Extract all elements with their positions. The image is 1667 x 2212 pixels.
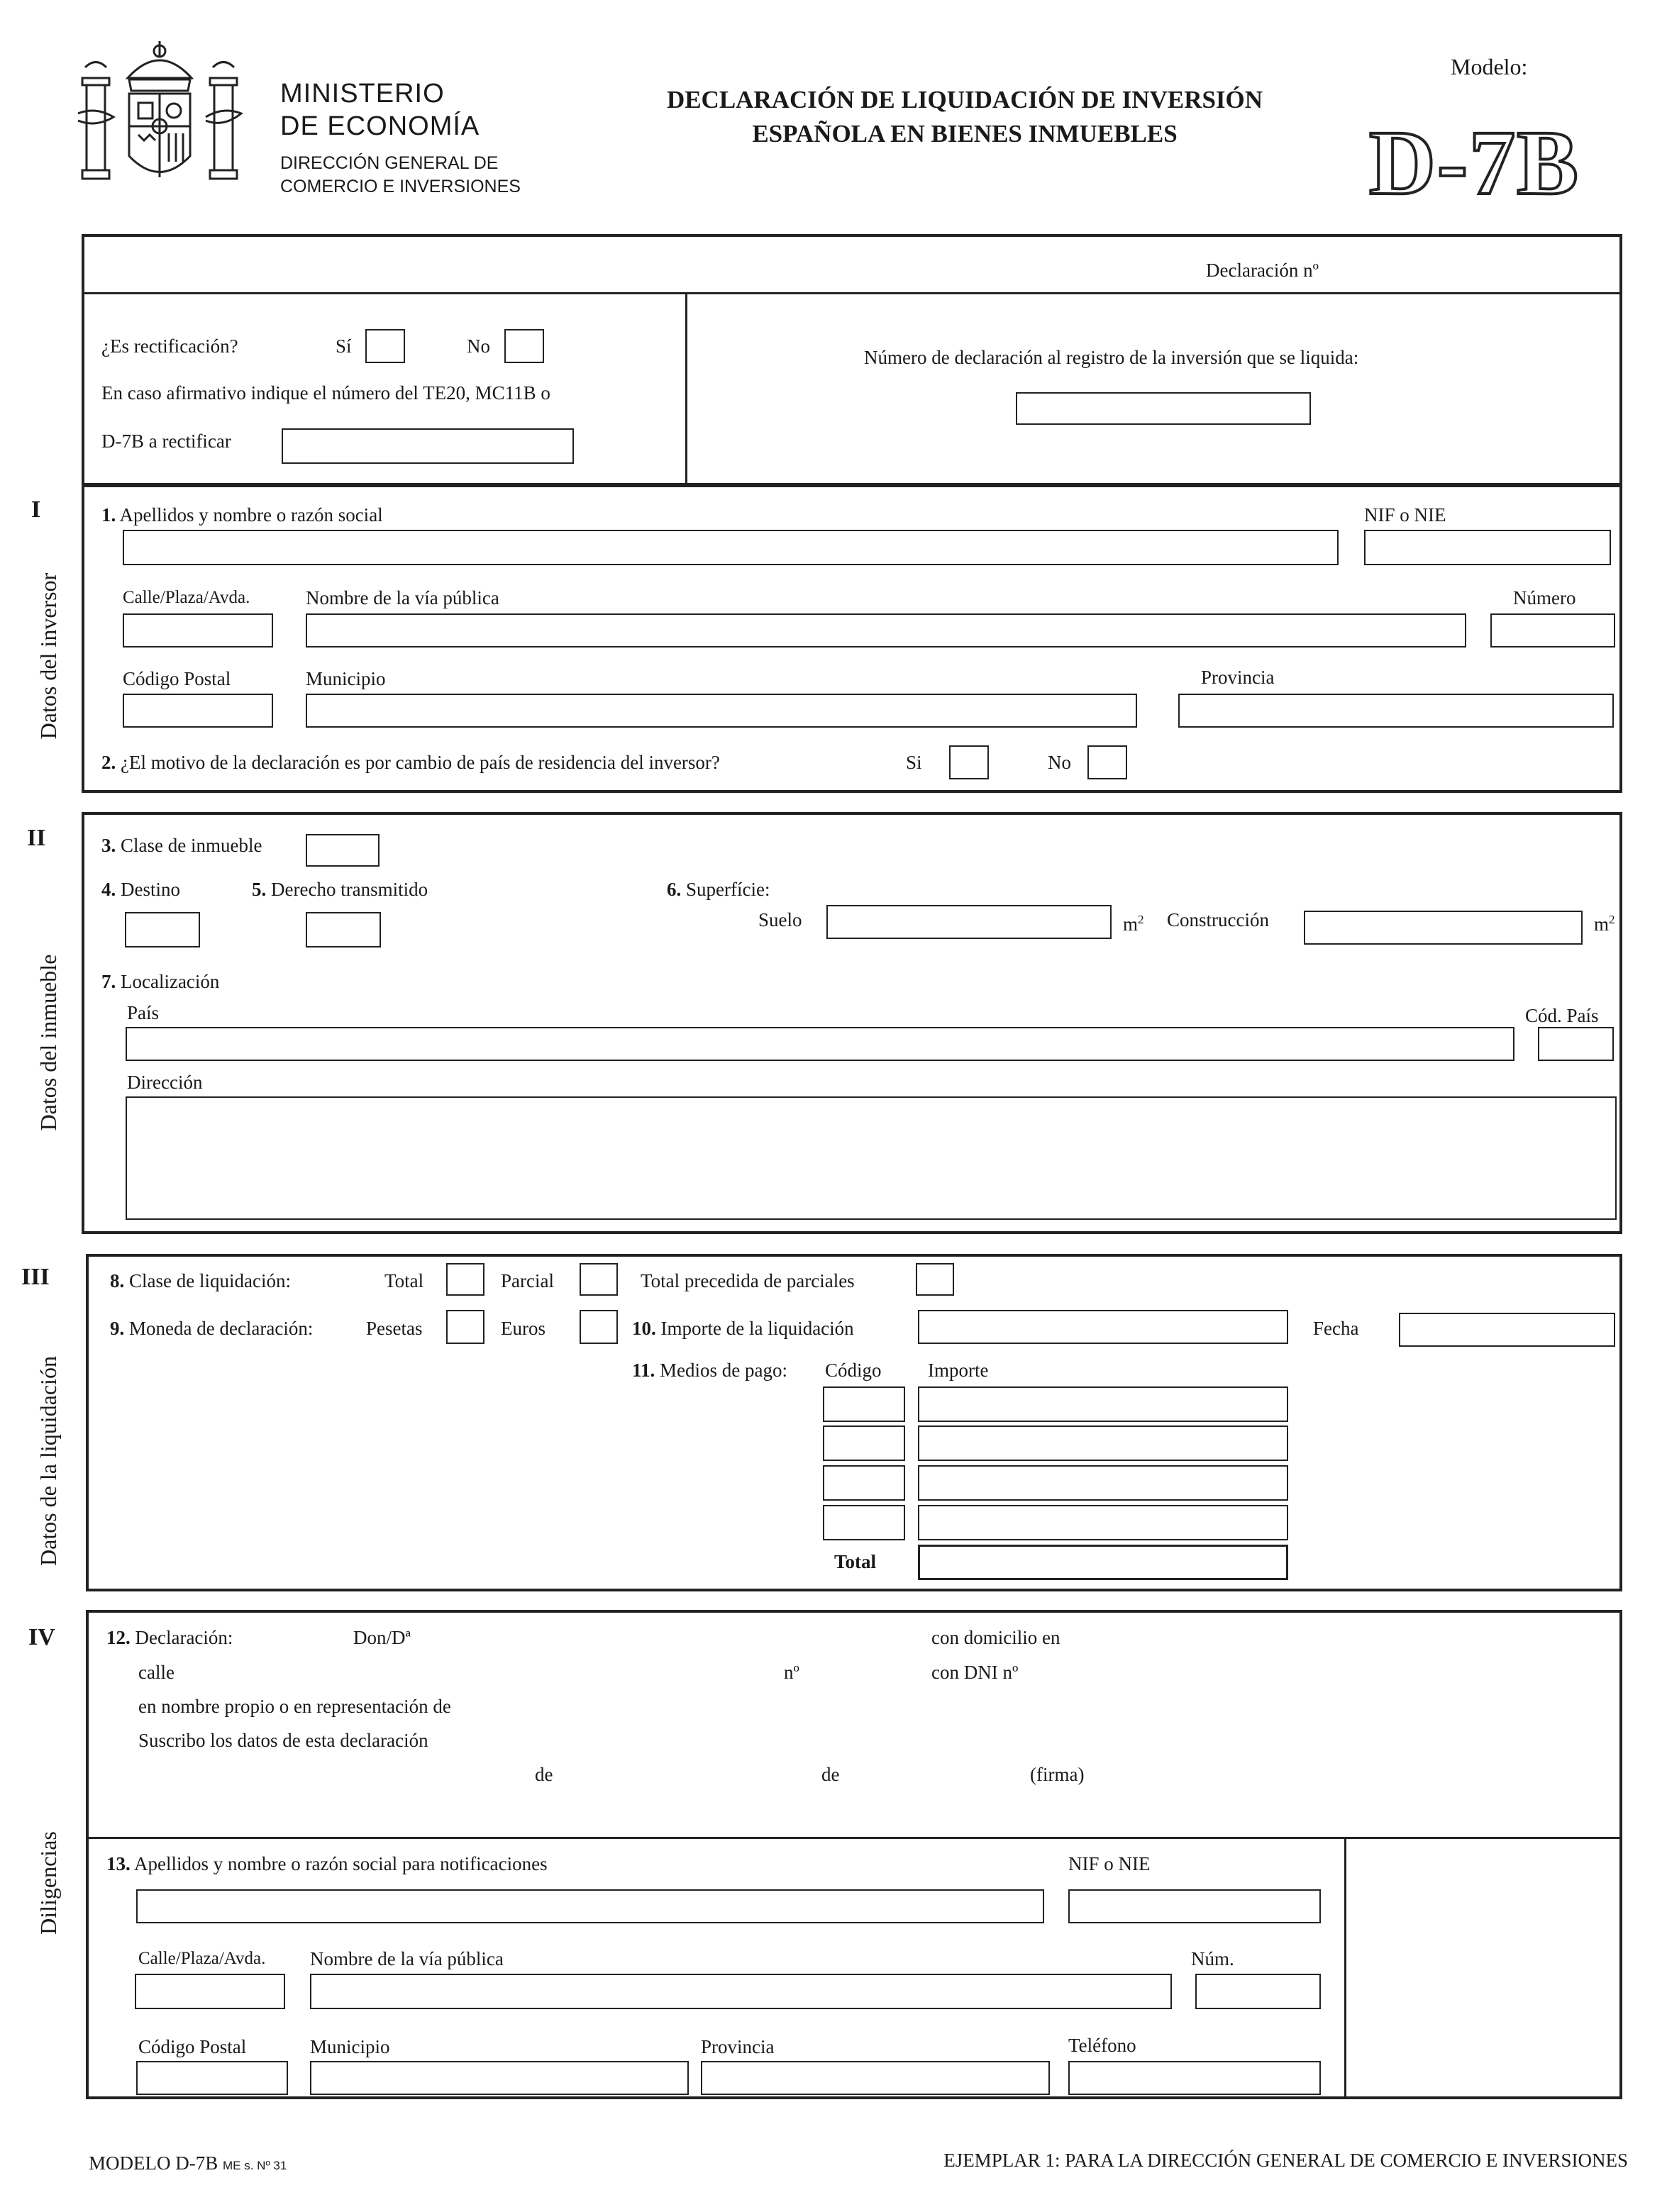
ministry-name-line2: DE ECONOMÍA	[280, 111, 480, 141]
coat-of-arms-logo	[71, 35, 248, 199]
liquidacion-parcial-label: Parcial	[501, 1270, 554, 1291]
investor-via-field[interactable]	[306, 613, 1466, 648]
property-class-field[interactable]	[306, 834, 380, 867]
modelo-label: Modelo:	[1451, 54, 1528, 79]
section-i-numeral: I	[31, 496, 41, 523]
medio-pago-importe-3[interactable]	[918, 1465, 1288, 1501]
field-12-text: Declaración:	[135, 1627, 233, 1648]
field-13-number: 13.	[106, 1853, 131, 1874]
section-iv-numeral: IV	[28, 1624, 55, 1650]
investor-municipio-field[interactable]	[306, 694, 1137, 728]
pais-label: País	[127, 1002, 160, 1023]
cod-pais-field[interactable]	[1538, 1027, 1614, 1061]
fecha-label: Fecha	[1313, 1318, 1359, 1339]
domicilio-label: con domicilio en	[931, 1627, 1060, 1648]
moneda-pesetas-label: Pesetas	[366, 1318, 423, 1339]
liquidacion-total-precedida-label: Total precedida de parciales	[641, 1270, 855, 1291]
rectificacion-question: ¿Es rectificación?	[101, 335, 238, 357]
firma-label: (firma)	[1030, 1764, 1085, 1785]
medio-pago-codigo-1[interactable]	[823, 1386, 905, 1422]
section-iii-numeral: III	[21, 1264, 50, 1290]
numero-label: nº	[784, 1662, 799, 1683]
notif-nif-label: NIF o NIE	[1068, 1853, 1151, 1874]
field-4-number: 4.	[101, 879, 116, 900]
rectificar-instruction-line1: En caso afirmativo indique el número del TE20, MC11B o	[101, 382, 550, 404]
divider	[83, 292, 1621, 294]
notif-municipio-label: Municipio	[310, 2036, 390, 2057]
importe-liquidacion-field[interactable]	[918, 1310, 1288, 1344]
notif-calle-field[interactable]	[135, 1974, 285, 2009]
field-6-label	[667, 878, 770, 901]
field-5-label	[252, 878, 428, 901]
notif-num-field[interactable]	[1195, 1974, 1321, 2009]
property-destino-field[interactable]	[125, 912, 200, 947]
field-10-number: 10.	[632, 1318, 656, 1339]
field-7-number: 7.	[101, 971, 116, 992]
medios-total-label: Total	[834, 1551, 877, 1572]
construccion-unit	[1594, 908, 1615, 935]
fecha-field[interactable]	[1399, 1313, 1615, 1347]
property-derecho-field[interactable]	[306, 912, 381, 947]
field-11-number: 11.	[632, 1360, 655, 1381]
field-9-text: Moneda de declaración:	[129, 1318, 314, 1339]
notif-provincia-field[interactable]	[701, 2061, 1050, 2095]
medio-pago-importe-1[interactable]	[918, 1386, 1288, 1422]
directorate-line1: DIRECCIÓN GENERAL DE	[280, 153, 499, 173]
field-12-number: 12.	[106, 1627, 131, 1648]
declaracion-number-label: Declaración nº	[1206, 260, 1319, 281]
field-4-text: Destino	[121, 879, 180, 900]
registro-number-label: Número de declaración al registro de la inversión que se liquida:	[864, 347, 1359, 368]
investor-provincia-field[interactable]	[1178, 694, 1614, 728]
medios-total-field[interactable]	[918, 1545, 1288, 1580]
investor-cp-label: Código Postal	[123, 668, 231, 689]
medio-pago-importe-4[interactable]	[918, 1505, 1288, 1540]
investor-numero-field[interactable]	[1490, 613, 1615, 648]
field-2-label	[101, 751, 720, 774]
divider	[685, 293, 687, 484]
investor-numero-label: Número	[1513, 587, 1576, 608]
medios-importe-header: Importe	[928, 1360, 989, 1381]
notif-nif-field[interactable]	[1068, 1889, 1321, 1923]
field-8-number: 8.	[110, 1270, 125, 1291]
notif-telefono-field[interactable]	[1068, 2061, 1321, 2095]
suscribo-label: Suscribo los datos de esta declaración	[138, 1730, 428, 1751]
coat-of-arms-icon	[71, 35, 248, 199]
field-2-number: 2.	[101, 752, 116, 773]
form-title-line1: DECLARACIÓN DE LIQUIDACIÓN DE INVERSIÓN	[666, 86, 1263, 113]
field-10-label	[632, 1317, 854, 1340]
field-10-text: Importe de la liquidación	[660, 1318, 854, 1339]
footer-edition: ME s. Nº 31	[223, 2159, 287, 2172]
section-iii-side-label: Datos de la liquidación	[35, 1356, 61, 1566]
suelo-unit	[1123, 908, 1144, 935]
notif-via-label: Nombre de la vía pública	[310, 1948, 504, 1969]
don-label: Don/Dª	[353, 1627, 411, 1648]
notif-name-field[interactable]	[136, 1889, 1044, 1923]
investor-name-field[interactable]	[123, 530, 1339, 565]
section-ii-side-label: Datos del inmueble	[35, 954, 61, 1131]
footer-modelo	[89, 2152, 287, 2177]
field-6-number: 6.	[667, 879, 682, 900]
liquidacion-total-label: Total	[384, 1270, 424, 1291]
investor-nif-field[interactable]	[1364, 530, 1611, 565]
notif-provincia-label: Provincia	[701, 2036, 775, 2057]
notif-telefono-label: Teléfono	[1068, 2035, 1136, 2056]
field-8-label	[110, 1269, 291, 1292]
direccion-field[interactable]	[126, 1096, 1617, 1220]
notif-via-field[interactable]	[310, 1974, 1172, 2009]
residence-change-no-label: No	[1048, 752, 1071, 773]
field-11-label	[632, 1359, 787, 1382]
form-title-line2: ESPAÑOLA EN BIENES INMUEBLES	[752, 120, 1178, 148]
field-3-text: Clase de inmueble	[121, 835, 262, 856]
field-12-label	[106, 1626, 233, 1649]
residence-change-no-checkbox[interactable]	[1087, 745, 1127, 779]
field-11-text: Medios de pago:	[660, 1360, 787, 1381]
ministry-name-line1: MINISTERIO	[280, 79, 445, 109]
field-13-text: Apellidos y nombre o razón social para notificaciones	[134, 1853, 548, 1874]
field-3-label	[101, 834, 262, 857]
registro-number-field[interactable]	[1016, 392, 1311, 425]
section-iii-settlement	[86, 1254, 1622, 1591]
dni-label: con DNI nº	[931, 1662, 1019, 1683]
footer-ejemplar: EJEMPLAR 1: PARA LA DIRECCIÓN GENERAL DE COMERCIO E INVERSIONES	[943, 2150, 1628, 2171]
calle-label: calle	[138, 1662, 175, 1683]
representacion-label: en nombre propio o en representación de	[138, 1696, 451, 1717]
investor-calle-label: Calle/Plaza/Avda.	[123, 588, 250, 607]
rectificacion-no-label: No	[467, 335, 490, 357]
field-4-label	[101, 878, 180, 901]
field-8-text: Clase de liquidación:	[129, 1270, 291, 1291]
medio-pago-importe-2[interactable]	[918, 1425, 1288, 1461]
investor-calle-field[interactable]	[123, 613, 273, 648]
field-2-text: ¿El motivo de la declaración es por cambio de país de residencia del inversor?	[121, 752, 720, 773]
form-code: D-7B	[1369, 112, 1580, 214]
fecha-de-1: de	[535, 1764, 553, 1785]
pais-field[interactable]	[126, 1027, 1514, 1061]
field-5-text: Derecho transmitido	[271, 879, 428, 900]
directorate-line2: COMERCIO E INVERSIONES	[280, 177, 521, 196]
fecha-de-2: de	[821, 1764, 840, 1785]
medio-pago-codigo-4[interactable]	[823, 1505, 905, 1540]
field-3-number: 3.	[101, 835, 116, 856]
medios-codigo-header: Código	[825, 1360, 882, 1381]
investor-municipio-label: Municipio	[306, 668, 386, 689]
field-9-label	[110, 1317, 313, 1340]
footer-modelo-text: MODELO D-7B	[89, 2152, 218, 2174]
notif-municipio-field[interactable]	[310, 2061, 689, 2095]
field-9-number: 9.	[110, 1318, 125, 1339]
suelo-label: Suelo	[758, 909, 802, 930]
notif-num-label: Núm.	[1191, 1948, 1234, 1969]
investor-cp-field[interactable]	[123, 694, 273, 728]
rectificar-instruction-line2: D-7B a rectificar	[101, 430, 231, 452]
section-i-side-label: Datos del inversor	[35, 572, 61, 740]
moneda-pesetas-checkbox[interactable]	[446, 1310, 484, 1344]
field-1-text: Apellidos y nombre o razón social	[119, 504, 383, 526]
liquidacion-total-precedida-checkbox[interactable]	[916, 1263, 954, 1296]
field-1-number: 1.	[101, 504, 116, 526]
section-iv-side-label: Diligencias	[35, 1831, 61, 1935]
divider	[1344, 1838, 1346, 2098]
moneda-euros-label: Euros	[501, 1318, 545, 1339]
construccion-unit-m: m	[1594, 913, 1610, 935]
suelo-unit-m: m	[1123, 913, 1139, 935]
construccion-unit-sup: 2	[1609, 913, 1615, 926]
field-5-number: 5.	[252, 879, 267, 900]
field-7-text: Localización	[121, 971, 220, 992]
notif-calle-label: Calle/Plaza/Avda.	[138, 1949, 266, 1968]
rectificacion-no-checkbox[interactable]	[504, 329, 544, 363]
suelo-area-field[interactable]	[826, 905, 1112, 939]
liquidacion-parcial-checkbox[interactable]	[580, 1263, 618, 1296]
field-7-label	[101, 970, 219, 993]
liquidacion-total-checkbox[interactable]	[446, 1263, 484, 1296]
notif-cp-field[interactable]	[136, 2061, 288, 2095]
field-6-text: Superfície:	[686, 879, 770, 900]
field-13-label	[106, 1852, 548, 1875]
rectificacion-si-checkbox[interactable]	[365, 329, 405, 363]
medio-pago-codigo-2[interactable]	[823, 1425, 905, 1461]
investor-nif-label: NIF o NIE	[1364, 504, 1446, 526]
investor-provincia-label: Provincia	[1201, 667, 1275, 688]
medio-pago-codigo-3[interactable]	[823, 1465, 905, 1501]
field-1-label	[101, 504, 383, 526]
investor-via-label: Nombre de la vía pública	[306, 587, 499, 608]
residence-change-si-label: Si	[906, 752, 922, 773]
divider	[87, 1837, 1621, 1839]
construccion-label: Construcción	[1167, 909, 1269, 930]
construccion-area-field[interactable]	[1304, 911, 1583, 945]
notif-cp-label: Código Postal	[138, 2036, 247, 2057]
cod-pais-label: Cód. País	[1525, 1005, 1599, 1026]
section-ii-numeral: II	[27, 825, 46, 851]
suelo-unit-sup: 2	[1138, 913, 1144, 926]
rectificar-number-field[interactable]	[282, 428, 574, 464]
residence-change-si-checkbox[interactable]	[949, 745, 989, 779]
rectificacion-si-label: Sí	[336, 335, 352, 357]
direccion-label: Dirección	[127, 1072, 203, 1093]
moneda-euros-checkbox[interactable]	[580, 1310, 618, 1344]
